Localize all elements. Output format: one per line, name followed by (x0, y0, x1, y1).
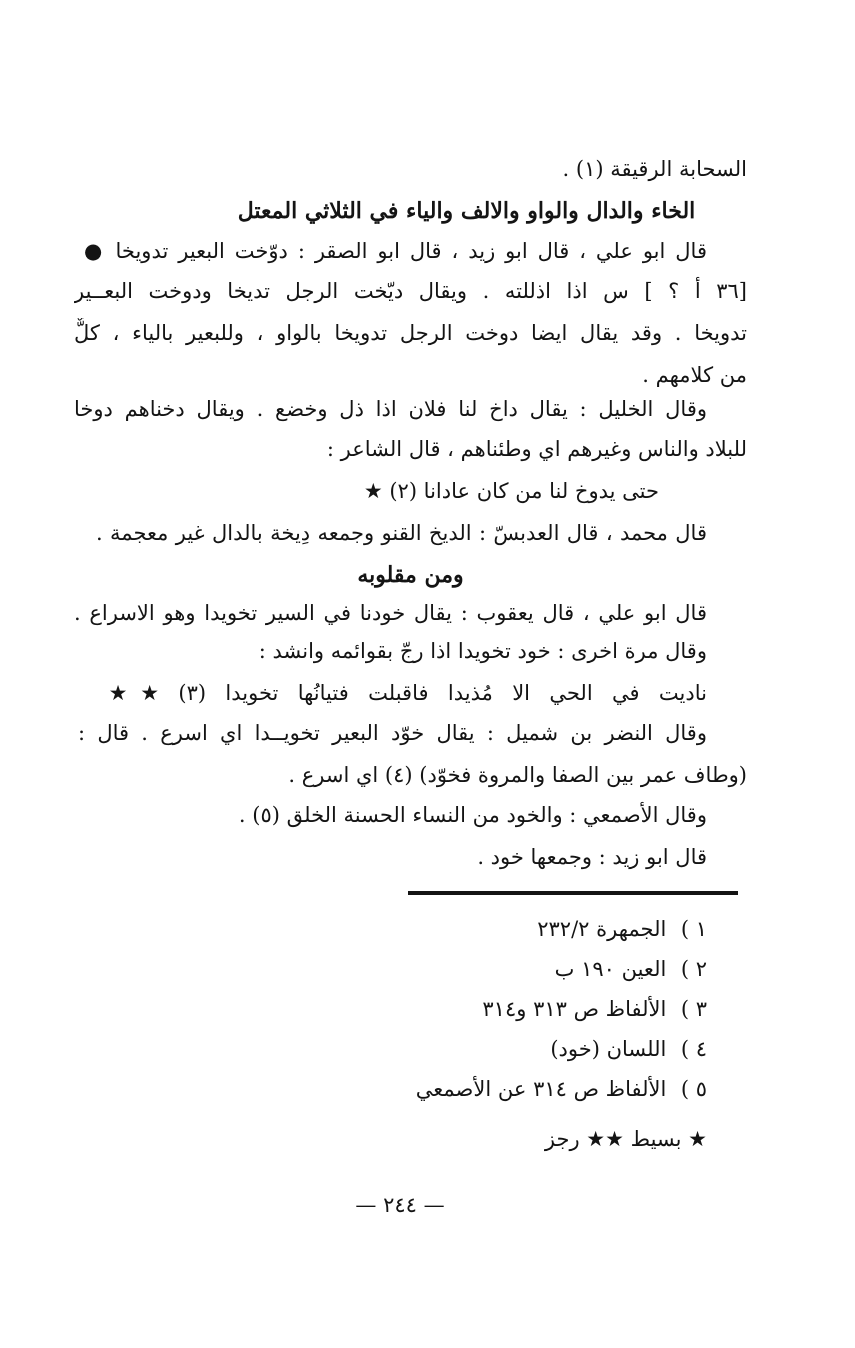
footnote-text: الألفاظ ص ٣١٣ و٣١٤ (482, 997, 667, 1021)
section-heading: الخاء والدال والواو والالف والياء في الثلاثي المعتل (237, 198, 696, 224)
body-line-7: وقال الخليل : يقال داخ لنا فلان اذا ذل وخضع . ويقال دخناهم دوخا (74, 397, 707, 421)
body-line-18: قال ابو زيد : وجمعها خود . (477, 845, 707, 869)
verse-line-2: ناديت في الحي الا مُذيدا فاقبلت فتيانُها تخويدا (٣) ★★ (96, 681, 707, 705)
body-line-15: وقال النضر بن شميل : يقال خوّد البعير تخويــدا اي اسرع . قال : (78, 721, 707, 745)
footnote-2 (555, 954, 707, 984)
body-line-13: وقال مرة اخرى : خود تخويدا اذا رجّ بقوائمه وانشد : (258, 639, 707, 663)
body-line-16: (وطاف عمر بين الصفا والمروة فخوّد) (٤) اي اسرع . (288, 763, 747, 787)
footnote-text: الألفاظ ص ٣١٤ عن الأصمعي (415, 1077, 667, 1101)
footnote-4 (550, 1034, 707, 1064)
body-line-8: للبلاد والناس وغيرهم اي وطئناهم ، قال الشاعر : (326, 437, 747, 461)
body-line-4: [٣٦ أ ؟ ] س اذا اذللته . ويقال ديّخت الرجل تديخا ودوخت البعــير (74, 279, 747, 303)
body-line-1: السحابة الرقيقة (١) . (562, 157, 747, 181)
footnote-number: ٤ ) (680, 1037, 707, 1061)
footnote-number: ١ ) (680, 917, 707, 941)
footnote-separator (408, 891, 738, 895)
footnote-3 (482, 994, 707, 1024)
body-line-12: قال ابو علي ، قال يعقوب : يقال خودنا في السير تخويدا وهو الاسراع . (74, 601, 707, 625)
body-line-6: من كلامهم . (642, 363, 747, 387)
footnote-text: الجمهرة ٢٣٢/٢ (537, 917, 667, 941)
footnote-text: العين ١٩٠ ب (554, 957, 667, 981)
meter-legend: ★ بسيط ★★ رجز (544, 1127, 707, 1151)
body-line-5: تدويخا . وقد يقال ايضا دوخت الرجل تدويخا بالواو ، وللبعير بالياء ، كلٌّ (74, 321, 747, 345)
footnote-1 (537, 914, 707, 944)
body-line-3: قال ابو علي ، قال ابو زيد ، قال ابو الصقر : دوّخت البعير تدويخا ● (84, 239, 707, 263)
body-line-10: قال محمد ، قال العدبسّ : الديخ القنو وجمعه دِيخة بالدال غير معجمة . (96, 521, 707, 545)
footnote-number: ٢ ) (680, 957, 707, 981)
subsection-heading: ومن مقلوبه (357, 562, 464, 588)
footnote-number: ٣ ) (680, 997, 707, 1021)
verse-line-1: حتى يدوخ لنا من كان عادانا (٢) ★ (363, 479, 659, 503)
footnote-number: ٥ ) (680, 1077, 707, 1101)
page-number: — ٢٤٤ — (355, 1193, 445, 1217)
footnote-text: اللسان (خود) (550, 1037, 667, 1061)
body-line-17: وقال الأصمعي : والخود من النساء الحسنة الخلق (٥) . (238, 803, 707, 827)
footnote-5 (416, 1074, 707, 1104)
